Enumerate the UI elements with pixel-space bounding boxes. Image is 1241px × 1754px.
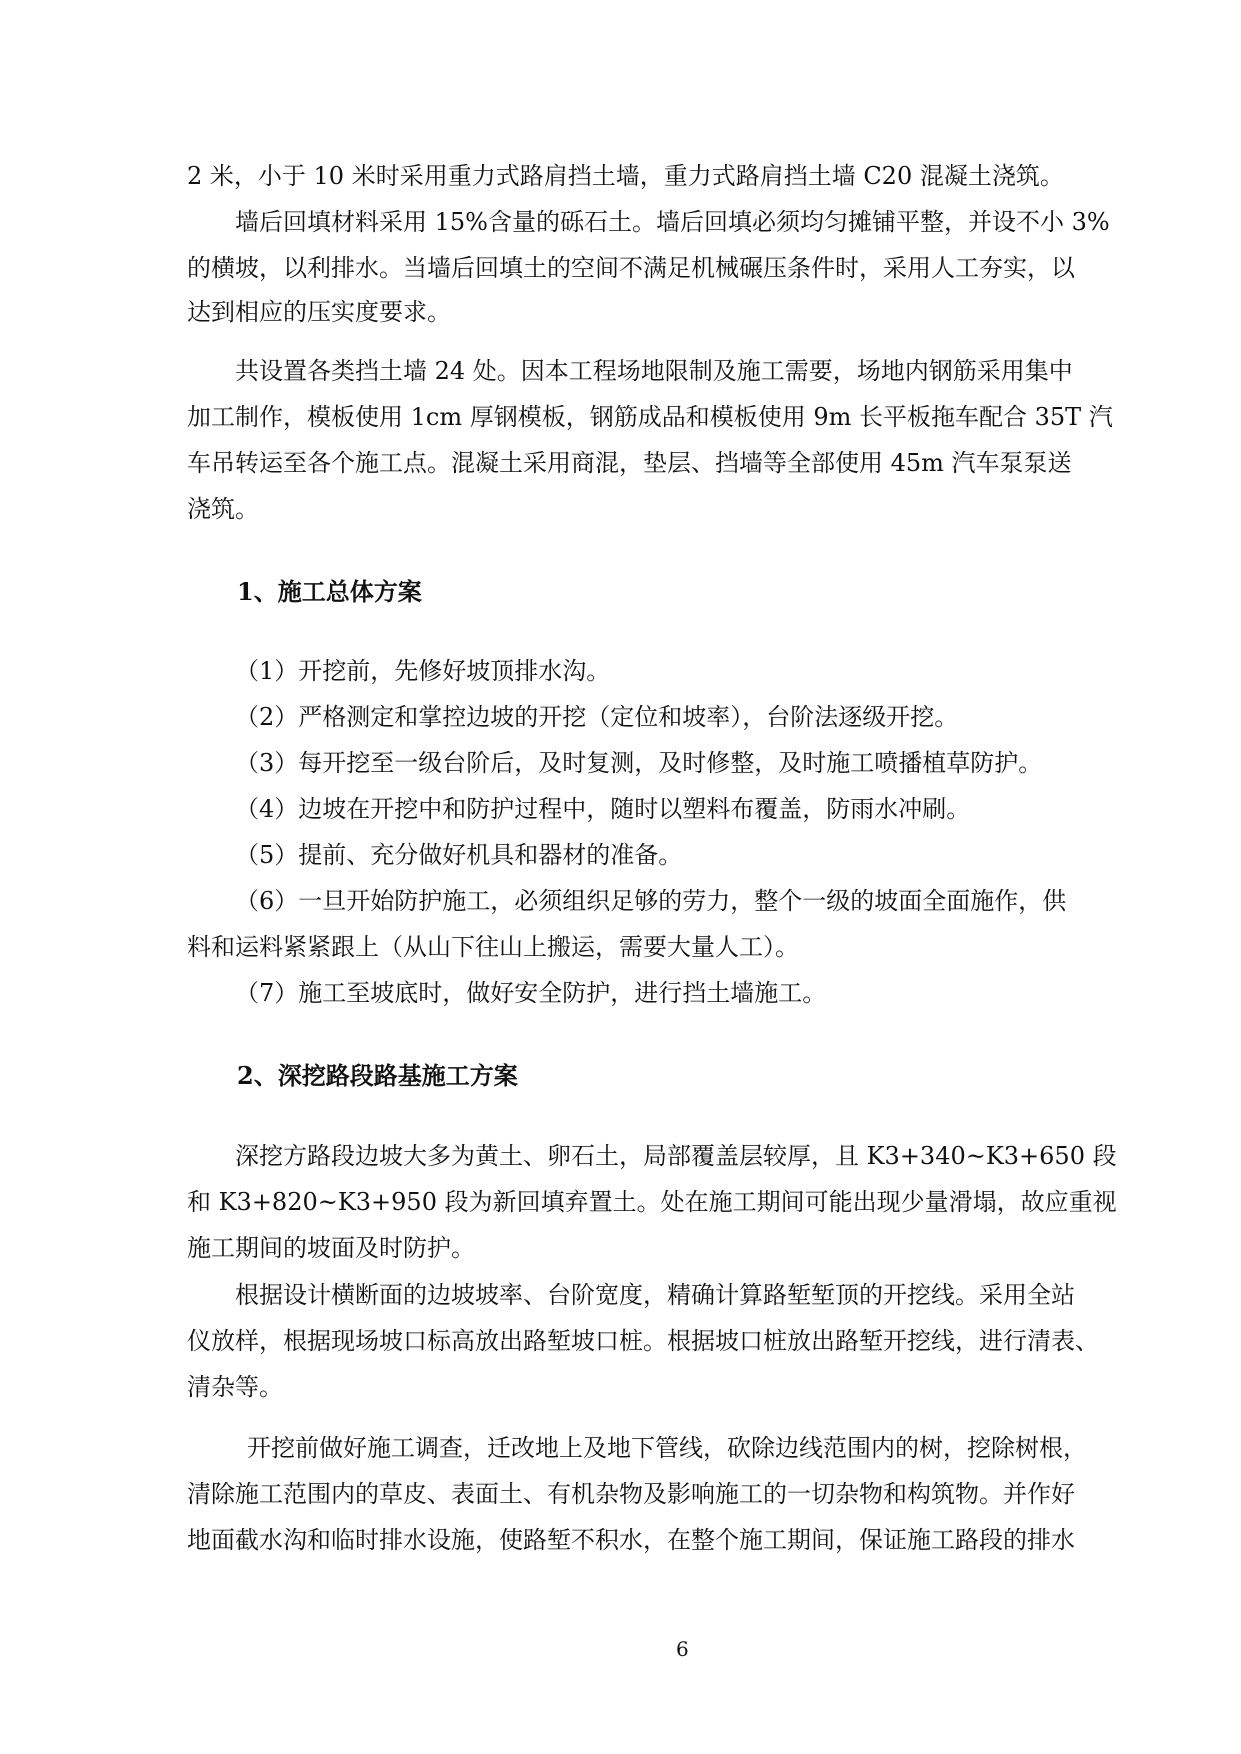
- section-heading-1: 1、施工总体方案: [237, 577, 422, 606]
- paragraph-line: 浇筑。: [187, 495, 259, 523]
- paragraph-line: 地面截水沟和临时排水设施，使路堑不积水，在整个施工期间，保证施工路段的排水: [187, 1526, 1075, 1554]
- paragraph-line: 达到相应的压实度要求。: [187, 298, 451, 326]
- paragraph-line: 清除施工范围内的草皮、表面土、有机杂物及影响施工的一切杂物和构筑物。并作好: [187, 1480, 1075, 1508]
- list-item: （7）施工至坡底时，做好安全防护，进行挡土墙施工。: [235, 979, 827, 1007]
- list-item-continuation: 料和运料紧紧跟上（从山下往山上搬运，需要大量人工）。: [187, 933, 799, 961]
- paragraph-line: 墙后回填材料采用 15%含量的砾石土。墙后回填必须均匀摊铺平整，并设不小 3%: [235, 208, 1110, 236]
- paragraph-line: 共设置各类挡土墙 24 处。因本工程场地限制及施工需要，场地内钢筋采用集中: [235, 357, 1073, 385]
- paragraph-line: 清杂等。: [187, 1373, 283, 1401]
- list-item: （5）提前、充分做好机具和器材的准备。: [235, 841, 683, 869]
- paragraph-line: 根据设计横断面的边坡坡率、台阶宽度，精确计算路堑堑顶的开挖线。采用全站: [235, 1281, 1075, 1309]
- page-number: 6: [676, 1637, 689, 1661]
- section-heading-2: 2、深挖路段路基施工方案: [237, 1061, 518, 1090]
- list-item: （6）一旦开始防护施工，必须组织足够的劳力，整个一级的坡面全面施作，供: [235, 887, 1067, 915]
- paragraph-line: 和 K3+820~K3+950 段为新回填弃置土。处在施工期间可能出现少量滑塌，故应重视: [187, 1188, 1117, 1216]
- paragraph-line: 深挖方路段边坡大多为黄土、卵石土，局部覆盖层较厚，且 K3+340~K3+650 段: [235, 1142, 1117, 1170]
- paragraph-line: 开挖前做好施工调查，迁改地上及地下管线，砍除边线范围内的树，挖除树根，: [247, 1434, 1087, 1462]
- list-item: （1）开挖前，先修好坡顶排水沟。: [235, 657, 611, 685]
- list-item: （4）边坡在开挖中和防护过程中，随时以塑料布覆盖，防雨水冲刷。: [235, 795, 971, 823]
- paragraph-line: 施工期间的坡面及时防护。: [187, 1234, 475, 1262]
- paragraph-line: 仪放样，根据现场坡口标高放出路堑坡口桩。根据坡口桩放出路堑开挖线，进行清表、: [187, 1327, 1099, 1355]
- paragraph-line: 车吊转运至各个施工点。混凝土采用商混，垫层、挡墙等全部使用 45m 汽车泵泵送: [187, 449, 1072, 477]
- paragraph-line: 加工制作，模板使用 1cm 厚钢模板，钢筋成品和模板使用 9m 长平板拖车配合 35T 汽: [187, 403, 1113, 431]
- list-item: （2）严格测定和掌控边坡的开挖（定位和坡率），台阶法逐级开挖。: [235, 703, 959, 731]
- list-item: （3）每开挖至一级台阶后，及时复测，及时修整，及时施工喷播植草防护。: [235, 749, 1043, 777]
- paragraph-line: 2 米，小于 10 米时采用重力式路肩挡土墙，重力式路肩挡土墙 C20 混凝土浇筑。: [187, 162, 1064, 190]
- paragraph-line: 的横坡，以利排水。当墙后回填土的空间不满足机械碾压条件时，采用人工夯实，以: [187, 254, 1075, 282]
